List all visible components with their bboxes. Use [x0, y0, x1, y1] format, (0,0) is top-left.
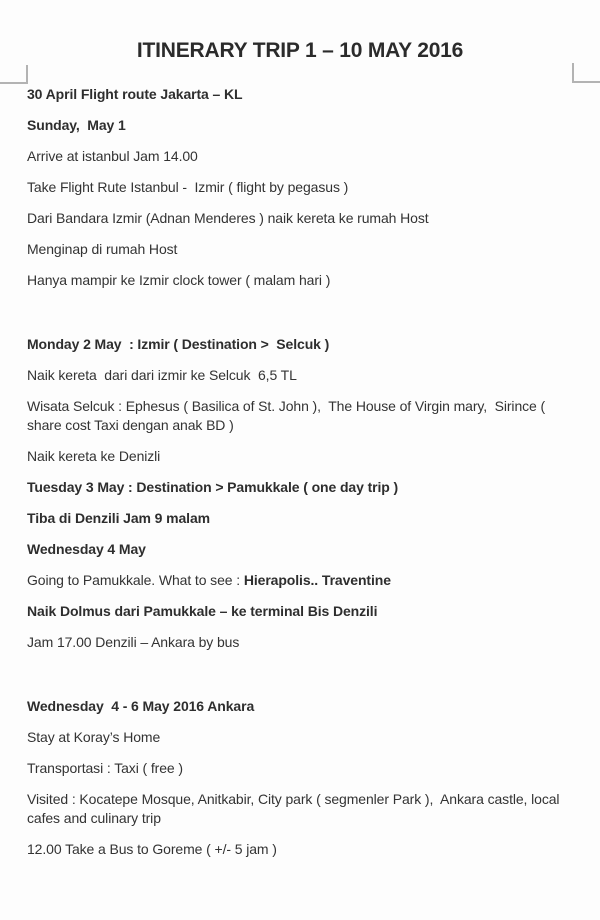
itinerary-line — [27, 271, 578, 290]
itinerary-line-text: Stay at Koray’s Home — [27, 729, 161, 745]
page-corner-bracket-left-icon — [0, 65, 28, 84]
itinerary-line-text: Visited : Kocatepe Mosque, Anitkabir, City park ( segmenler Park ), Ankara castle, local cafes and culinary trip — [27, 791, 564, 826]
itinerary-line-bold-text: Wednesday 4 May — [27, 541, 146, 557]
itinerary-line — [27, 240, 578, 259]
itinerary-line-bold-text: Sunday, May 1 — [27, 117, 126, 133]
page-title: ITINERARY TRIP 1 – 10 MAY 2016 — [136, 39, 464, 62]
itinerary-line — [27, 840, 578, 859]
itinerary-line — [27, 147, 578, 166]
itinerary-line — [27, 178, 578, 197]
itinerary-line — [27, 697, 578, 716]
itinerary-line — [27, 209, 578, 228]
itinerary-line-text: Transportasi : Taxi ( free ) — [27, 760, 183, 776]
itinerary-line-bold-text: Monday 2 May : Izmir ( Destination > Selcuk ) — [27, 336, 330, 352]
itinerary-line — [27, 602, 578, 621]
itinerary-line — [27, 335, 578, 354]
itinerary-line-text: 12.00 Take a Bus to Goreme ( +/- 5 jam ) — [27, 841, 277, 857]
itinerary-line — [27, 397, 578, 435]
itinerary-line-text: Arrive at istanbul Jam 14.00 — [27, 148, 198, 164]
itinerary-line — [27, 85, 578, 104]
itinerary-line — [27, 366, 578, 385]
itinerary-line — [27, 478, 578, 497]
itinerary-line-text: Naik kereta dari dari izmir ke Selcuk 6,5 TL — [27, 367, 297, 383]
itinerary-line-bold-text: Tuesday 3 May : Destination > Pamukkale ( one day trip ) — [27, 479, 399, 495]
itinerary-line-text: Jam 17.00 Denzili – Ankara by bus — [27, 634, 240, 650]
itinerary-line-text: Dari Bandara Izmir (Adnan Menderes ) naik kereta ke rumah Host — [27, 210, 429, 226]
itinerary-line — [27, 728, 578, 747]
itinerary-line — [27, 447, 578, 466]
itinerary-line-bold-text: 30 April Flight route Jakarta – KL — [27, 86, 243, 102]
document-page — [0, 38, 600, 920]
itinerary-body — [0, 85, 600, 859]
itinerary-line-bold-text: Naik Dolmus dari Pamukkale – ke terminal Bis Denzili — [27, 603, 378, 619]
itinerary-line-bold-text: Hierapolis.. Traventine — [243, 572, 391, 588]
itinerary-line-text: Menginap di rumah Host — [27, 241, 178, 257]
itinerary-line-text: Naik kereta ke Denizli — [27, 448, 161, 464]
itinerary-line-bold-text: Tiba di Denzili Jam 9 malam — [27, 510, 210, 526]
itinerary-line — [27, 540, 578, 559]
itinerary-line-text: Wisata Selcuk : Ephesus ( Basilica of St. John ), The House of Virgin mary, Sirince ( share cost Taxi dengan anak BD ) — [27, 398, 549, 433]
itinerary-line — [27, 759, 578, 778]
itinerary-line-text: Going to Pamukkale. What to see : — [27, 572, 244, 588]
itinerary-line-text: Take Flight Rute Istanbul - Izmir ( flight by pegasus ) — [27, 179, 349, 195]
itinerary-line — [27, 633, 578, 652]
itinerary-line — [27, 116, 578, 135]
itinerary-line-bold-text: Wednesday 4 - 6 May 2016 Ankara — [27, 698, 255, 714]
itinerary-line — [27, 509, 578, 528]
itinerary-line — [27, 571, 578, 590]
page-corner-bracket-right-icon — [572, 63, 600, 83]
itinerary-line-text: Hanya mampir ke Izmir clock tower ( malam hari ) — [27, 272, 331, 288]
itinerary-line — [27, 790, 578, 828]
